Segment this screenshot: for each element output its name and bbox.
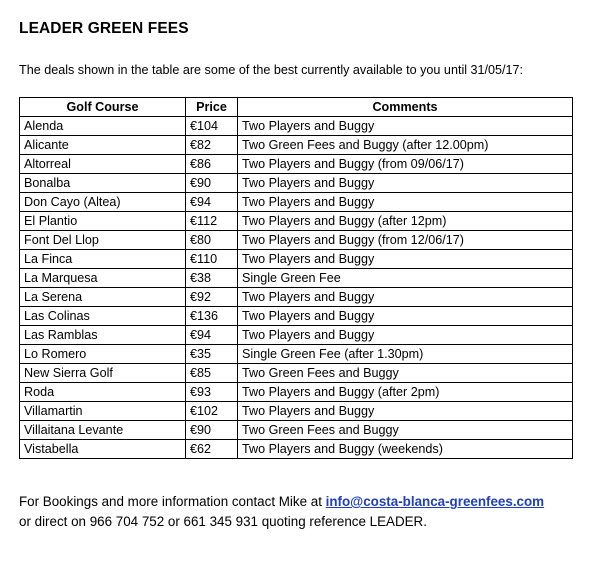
course-cell: Villaitana Levante (20, 421, 186, 440)
price-cell: €85 (186, 364, 238, 383)
comments-cell: Two Players and Buggy (238, 250, 573, 269)
comments-cell: Two Players and Buggy (from 09/06/17) (238, 155, 573, 174)
course-cell: Vistabella (20, 440, 186, 459)
table-row (20, 193, 573, 212)
price-cell: €92 (186, 288, 238, 307)
comments-cell: Two Players and Buggy (238, 174, 573, 193)
course-cell: Lo Romero (20, 345, 186, 364)
table-row (20, 421, 573, 440)
price-cell: €90 (186, 421, 238, 440)
comments-cell: Two Players and Buggy (weekends) (238, 440, 573, 459)
course-cell: La Marquesa (20, 269, 186, 288)
table-row (20, 155, 573, 174)
price-cell: €94 (186, 193, 238, 212)
course-cell: New Sierra Golf (20, 364, 186, 383)
price-cell: €112 (186, 212, 238, 231)
table-row (20, 288, 573, 307)
footer-line-1 (19, 492, 544, 512)
comments-cell: Two Players and Buggy (238, 288, 573, 307)
price-cell: €62 (186, 440, 238, 459)
contact-footer (19, 492, 544, 532)
table-row (20, 326, 573, 345)
table-row (20, 383, 573, 402)
comments-cell: Two Players and Buggy (after 2pm) (238, 383, 573, 402)
table-header-row (20, 98, 573, 117)
table-row (20, 136, 573, 155)
table-row (20, 402, 573, 421)
course-cell: Las Ramblas (20, 326, 186, 345)
comments-cell: Two Players and Buggy (238, 326, 573, 345)
price-cell: €80 (186, 231, 238, 250)
comments-cell: Two Players and Buggy (after 12pm) (238, 212, 573, 231)
table-row (20, 364, 573, 383)
price-cell: €35 (186, 345, 238, 364)
table-row (20, 440, 573, 459)
comments-cell: Two Players and Buggy (238, 117, 573, 136)
table-row (20, 212, 573, 231)
price-cell: €102 (186, 402, 238, 421)
table-row (20, 250, 573, 269)
course-cell: Roda (20, 383, 186, 402)
table-row (20, 117, 573, 136)
course-cell: La Finca (20, 250, 186, 269)
price-cell: €38 (186, 269, 238, 288)
table-body (20, 117, 573, 459)
header-comments: Comments (238, 98, 573, 117)
price-cell: €90 (186, 174, 238, 193)
comments-cell: Two Players and Buggy (from 12/06/17) (238, 231, 573, 250)
price-cell: €93 (186, 383, 238, 402)
comments-cell: Two Players and Buggy (238, 402, 573, 421)
course-cell: Altorreal (20, 155, 186, 174)
comments-cell: Two Players and Buggy (238, 193, 573, 212)
table-row (20, 231, 573, 250)
comments-cell: Two Players and Buggy (238, 307, 573, 326)
comments-cell: Two Green Fees and Buggy (238, 421, 573, 440)
intro-text: The deals shown in the table are some of the best currently available to you until 31/05/17: (19, 63, 524, 77)
table-row (20, 307, 573, 326)
footer-line-2: or direct on 966 704 752 or 661 345 931 quoting reference LEADER. (19, 514, 427, 529)
price-cell: €86 (186, 155, 238, 174)
table-row (20, 345, 573, 364)
page-title: LEADER GREEN FEES (19, 20, 189, 37)
footer-contact-text: For Bookings and more information contact Mike at (19, 494, 326, 509)
price-cell: €104 (186, 117, 238, 136)
course-cell: Alenda (20, 117, 186, 136)
course-cell: La Serena (20, 288, 186, 307)
comments-cell: Two Green Fees and Buggy (238, 364, 573, 383)
price-cell: €94 (186, 326, 238, 345)
table-row (20, 269, 573, 288)
email-link[interactable]: info@costa-blanca-greenfees.com (325, 494, 545, 509)
course-cell: Don Cayo (Altea) (20, 193, 186, 212)
course-cell: Alicante (20, 136, 186, 155)
course-cell: Font Del Llop (20, 231, 186, 250)
green-fees-table (19, 97, 573, 459)
comments-cell: Single Green Fee (238, 269, 573, 288)
course-cell: Bonalba (20, 174, 186, 193)
header-golf-course: Golf Course (20, 98, 186, 117)
course-cell: Villamartin (20, 402, 186, 421)
price-cell: €82 (186, 136, 238, 155)
comments-cell: Single Green Fee (after 1.30pm) (238, 345, 573, 364)
header-price: Price (186, 98, 238, 117)
course-cell: Las Colinas (20, 307, 186, 326)
table-row (20, 174, 573, 193)
price-cell: €136 (186, 307, 238, 326)
comments-cell: Two Green Fees and Buggy (after 12.00pm) (238, 136, 573, 155)
course-cell: El Plantio (20, 212, 186, 231)
price-cell: €110 (186, 250, 238, 269)
